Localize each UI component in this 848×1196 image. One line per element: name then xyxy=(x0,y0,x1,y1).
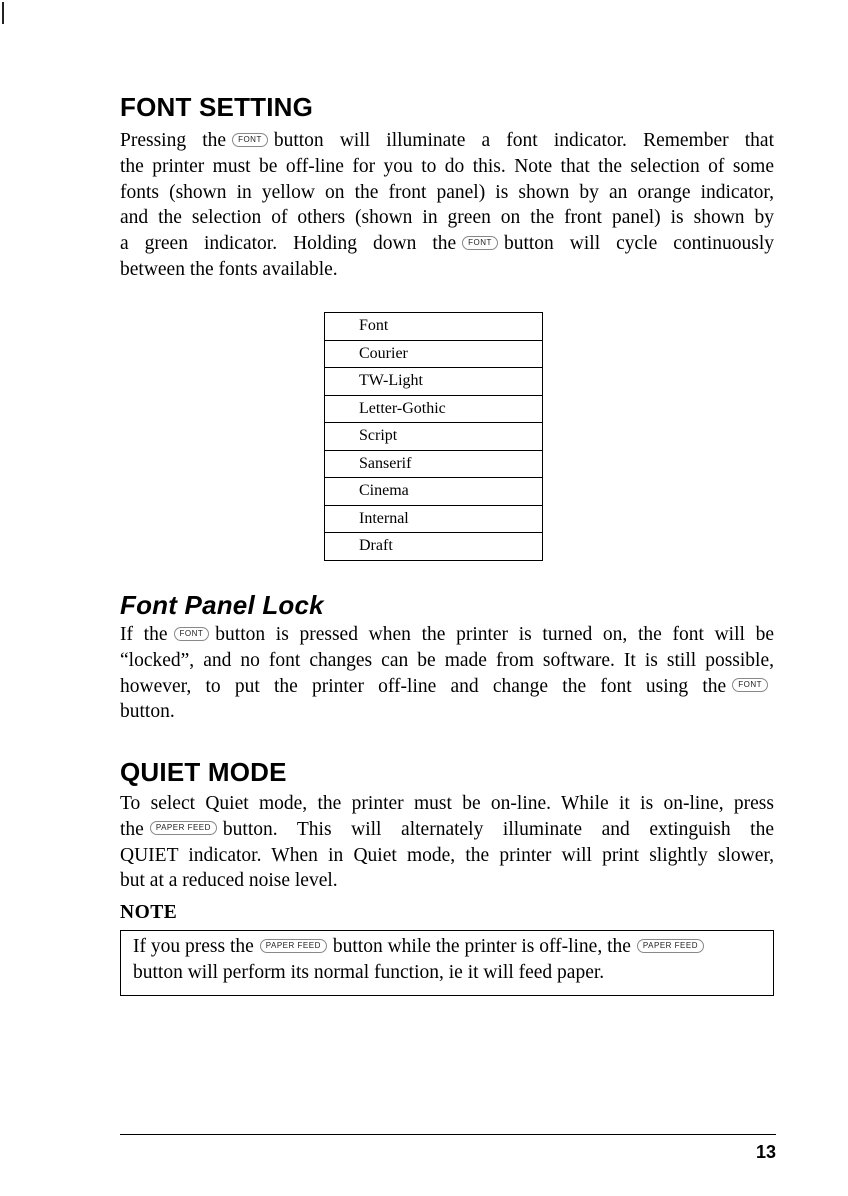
text-run: button will illuminate a font indicator. Remember that xyxy=(273,130,775,151)
paragraph-line: “locked”, and no font changes can be made from software. It is still possible, xyxy=(120,649,774,671)
table-cell: Courier xyxy=(325,340,543,368)
quiet-mode-heading: QUIET MODE xyxy=(120,757,287,787)
page-number: 13 xyxy=(755,1142,776,1162)
table-row xyxy=(325,368,543,396)
text-run: If the xyxy=(120,624,168,645)
paragraph-line: the printer must be off-line for you to do this. Note that the selection of some xyxy=(120,155,774,177)
table-cell: Letter-Gothic xyxy=(325,395,543,423)
text-run: If you press the xyxy=(133,936,254,957)
text-run: the xyxy=(120,818,144,840)
text-run: a green indicator. Holding down the xyxy=(120,233,457,255)
quiet-mode-paragraph xyxy=(120,791,774,894)
paragraph-line: button. xyxy=(120,701,175,723)
font-panel-lock-heading: Font Panel Lock xyxy=(120,590,324,620)
margin-mark xyxy=(2,2,4,24)
text-run: button while the printer is off-line, the xyxy=(332,936,631,957)
table-row xyxy=(325,533,543,561)
paragraph-line xyxy=(120,231,774,257)
paper-feed-key-icon: PAPER FEED xyxy=(637,939,704,953)
note-title: NOTE xyxy=(120,902,178,923)
paragraph-line: fonts (shown in yellow on the front panel) is shown by an orange indicator, xyxy=(120,181,774,203)
note-line: button will perform its normal function, ie it will feed paper. xyxy=(133,961,605,983)
note-box xyxy=(120,930,774,996)
font-key-icon: FONT xyxy=(232,133,268,147)
table-header-cell: Font xyxy=(325,313,543,341)
paragraph-line xyxy=(120,817,774,843)
note-line xyxy=(133,934,765,960)
text-run: button will cycle continuously xyxy=(503,233,774,255)
table-row xyxy=(325,340,543,368)
paragraph-line: but at a reduced noise level. xyxy=(120,870,338,892)
paper-feed-key-icon: PAPER FEED xyxy=(260,939,327,953)
paragraph-line xyxy=(120,674,774,700)
font-setting-heading: FONT SETTING xyxy=(120,92,314,122)
table-header-row xyxy=(325,313,543,341)
table-row xyxy=(325,450,543,478)
text-run: button. This will alternately illuminate and extinguish the xyxy=(222,818,774,840)
table-row xyxy=(325,505,543,533)
table-row xyxy=(325,395,543,423)
text-run: button is pressed when the printer is turned on, the font will be xyxy=(215,624,774,645)
footer-rule xyxy=(120,1134,776,1135)
table-row xyxy=(325,478,543,506)
font-key-icon: FONT xyxy=(462,236,498,250)
table-cell: Sanserif xyxy=(325,450,543,478)
paragraph-line: To select Quiet mode, the printer must be on-line. While it is on-line, press xyxy=(120,793,774,814)
table-cell: Internal xyxy=(325,505,543,533)
table-cell: Draft xyxy=(325,533,543,561)
table-cell: Cinema xyxy=(325,478,543,506)
font-panel-lock-paragraph xyxy=(120,622,774,725)
paragraph-line xyxy=(120,622,774,648)
paragraph-line: between the fonts available. xyxy=(120,258,338,280)
font-key-icon: FONT xyxy=(174,627,210,641)
text-run: Pressing the xyxy=(120,130,227,151)
paragraph-line xyxy=(120,128,774,154)
font-key-icon: FONT xyxy=(732,678,768,692)
table-row xyxy=(325,423,543,451)
paragraph-line: and the selection of others (shown in green on the front panel) is shown by xyxy=(120,207,774,229)
font-table xyxy=(324,312,543,561)
table-cell: TW-Light xyxy=(325,368,543,396)
text-run: however, to put the printer off-line and change the font using the xyxy=(120,675,727,697)
font-setting-paragraph xyxy=(120,128,774,283)
table-cell: Script xyxy=(325,423,543,451)
paper-feed-key-icon: PAPER FEED xyxy=(150,821,217,835)
paragraph-line: QUIET indicator. When in Quiet mode, the printer will print slightly slower, xyxy=(120,844,774,866)
